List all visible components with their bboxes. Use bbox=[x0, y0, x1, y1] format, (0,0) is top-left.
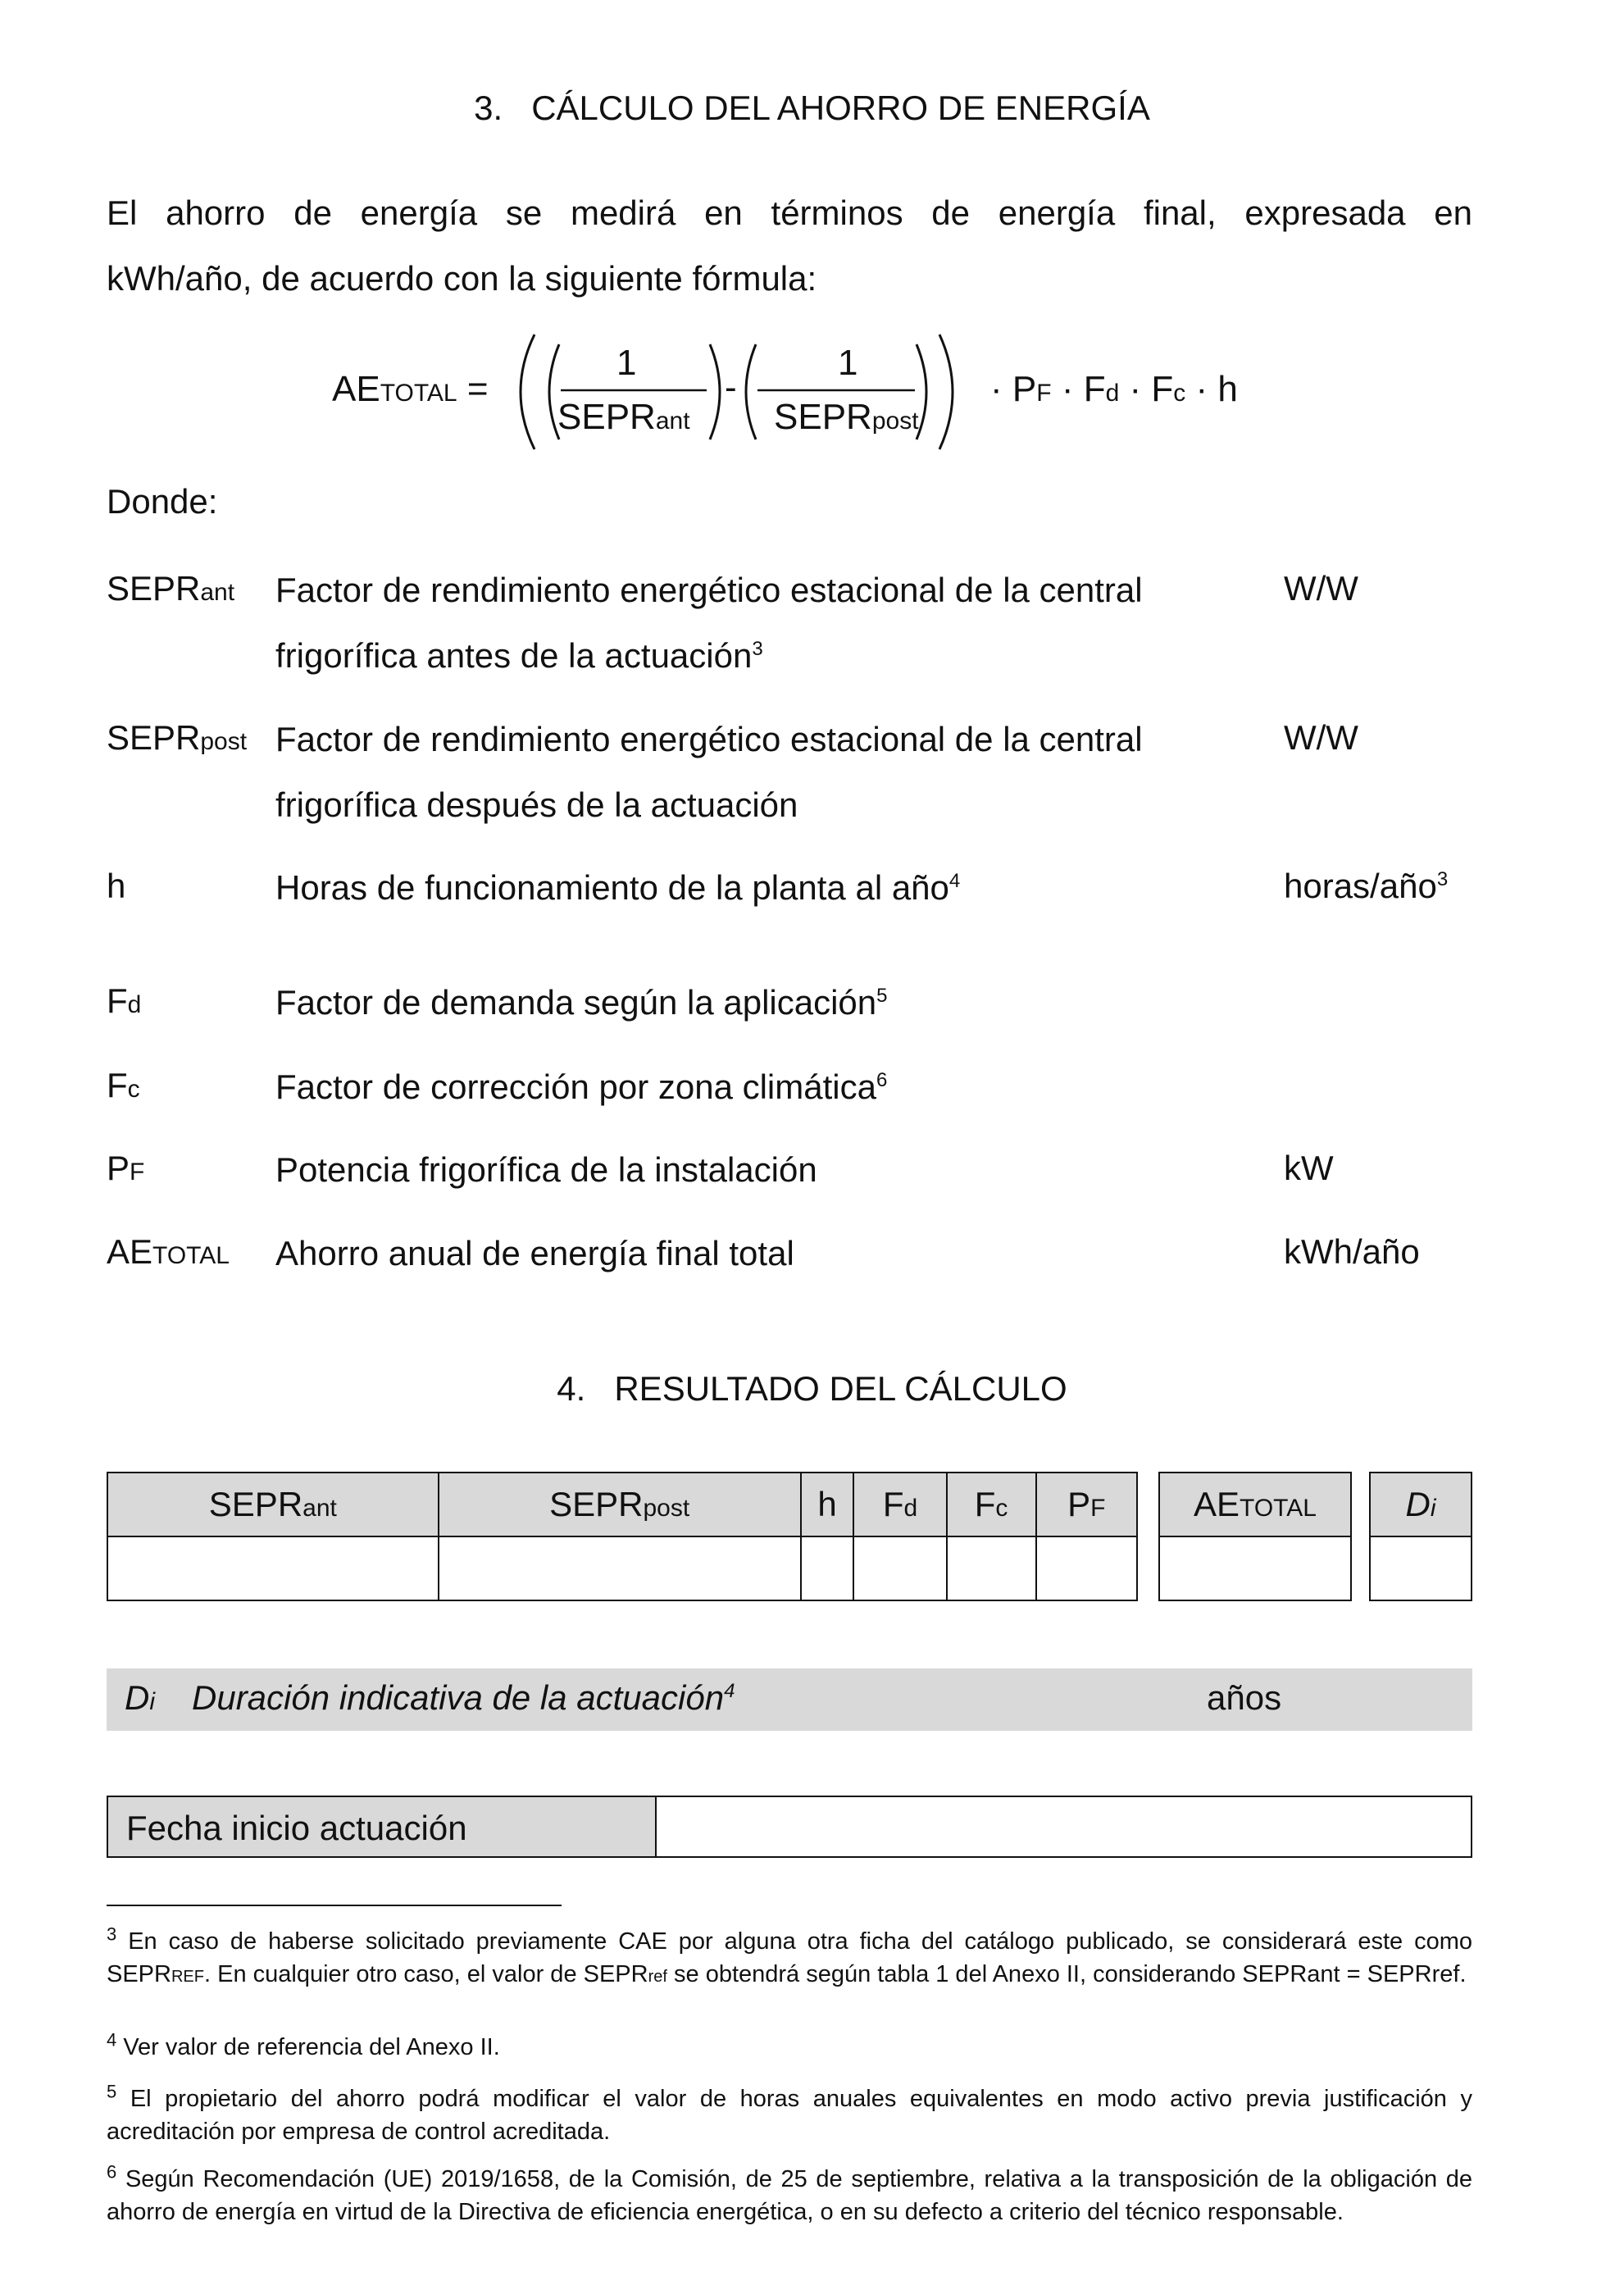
duration-label: Duración indicativa de la actuación$^4$ bbox=[192, 1678, 735, 1717]
fecha-value-cell[interactable] bbox=[657, 1797, 1471, 1856]
result-header-cell: Fd bbox=[853, 1473, 946, 1536]
definition-symbol: Fd bbox=[107, 981, 142, 1020]
footnote-separator bbox=[107, 1905, 562, 1906]
footnote-3: $^3$ En caso de haberse solicitado previamente CAE por alguna otra ficha del catálogo publicado, se considerará este como SEPRREF. En cualquier otro caso, el valor de SEPRref se obtendrá según tabla 1 del Anexo II, considerando SEPRant = SEPRref. bbox=[107, 1923, 1472, 1987]
section-heading: CÁLCULO DEL AHORRO DE ENERGÍA bbox=[531, 89, 1150, 127]
definition-symbol: SEPRpost bbox=[107, 718, 248, 757]
footnote-4: $^4$ Ver valor de referencia del Anexo II. bbox=[107, 2029, 500, 2060]
definition-description: Factor de demanda según la aplicación$^5$ bbox=[275, 983, 888, 1022]
result-header-cell: PF bbox=[1036, 1473, 1137, 1536]
ae-total-header: AETOTAL bbox=[1159, 1473, 1351, 1536]
footnote-6: $^6$ Según Recomendación (UE) 2019/1658, de la Comisión, de 25 de septiembre, relativa a la transposición de la obligación de ahorro de energía en virtud de la Directiva de eficiencia energética, o en su defecto a criterio del técnico responsable. bbox=[107, 2161, 1473, 2225]
result-table bbox=[107, 1472, 1138, 1601]
duration-unit: años bbox=[1207, 1678, 1282, 1717]
result-value-cell[interactable] bbox=[801, 1536, 854, 1600]
di-value-cell[interactable] bbox=[1370, 1536, 1472, 1600]
definition-unit: kWh/año bbox=[1284, 1232, 1420, 1271]
formula-denominator-1: SEPRant bbox=[557, 397, 690, 437]
definition-unit: horas/año$^3$ bbox=[1284, 867, 1449, 905]
definition-symbol: h bbox=[107, 867, 126, 905]
result-table-values bbox=[107, 1536, 1137, 1600]
fecha-inicio-row bbox=[107, 1796, 1472, 1858]
duration-bar bbox=[107, 1668, 1472, 1731]
result-header-cell: h bbox=[801, 1473, 854, 1536]
footnote-5: $^5$ El propietario del ahorro podrá modificar el valor de horas anuales equivalentes en modo activo previa justificación y acreditación por empresa de control acreditada. bbox=[107, 2081, 1472, 2145]
result-header-cell: Fc bbox=[947, 1473, 1036, 1536]
definition-symbol: SEPRant bbox=[107, 569, 235, 608]
section-4-title bbox=[0, 1369, 1624, 1409]
definition-symbol: Fc bbox=[107, 1066, 140, 1104]
duration-symbol: Di bbox=[125, 1678, 156, 1717]
result-header-cell: SEPRant bbox=[107, 1473, 439, 1536]
formula-factors: · PF · Fd · Fc · h bbox=[990, 369, 1238, 409]
definition-description: Potencia frigorífica de la instalación bbox=[275, 1150, 817, 1189]
formula-lhs: AETOTAL = bbox=[332, 369, 489, 409]
intro-paragraph bbox=[107, 180, 1472, 312]
intro-line-2: kWh/año, de acuerdo con la siguiente fórmula: bbox=[107, 259, 817, 298]
ae-total-value-cell[interactable] bbox=[1159, 1536, 1351, 1600]
result-value-cell[interactable] bbox=[439, 1536, 801, 1600]
section-3-title bbox=[0, 89, 1624, 128]
definition-unit: W/W bbox=[1284, 718, 1358, 757]
definition-description: Factor de rendimiento energético estacional de la central frigorífica después de la actuación bbox=[275, 720, 1143, 824]
definition-description: Factor de corrección por zona climática$^6$ bbox=[275, 1067, 888, 1106]
definition-description: Horas de funcionamiento de la planta al año$^4$ bbox=[275, 868, 961, 907]
fecha-label-cell bbox=[108, 1797, 657, 1856]
definition-unit: kW bbox=[1284, 1149, 1334, 1187]
section-number: 4. bbox=[557, 1369, 586, 1408]
result-value-cell[interactable] bbox=[1036, 1536, 1137, 1600]
donde-label: Donde: bbox=[107, 482, 218, 521]
definition-unit: W/W bbox=[1284, 569, 1358, 608]
section-number: 3. bbox=[474, 89, 503, 127]
ae-total-table bbox=[1158, 1472, 1352, 1601]
result-value-cell[interactable] bbox=[107, 1536, 439, 1600]
formula-minus: - bbox=[725, 367, 737, 407]
definition-symbol: PF bbox=[107, 1149, 145, 1187]
intro-line-1: El ahorro de energía se medirá en términos de energía final, expresada en bbox=[107, 193, 1472, 232]
fecha-label: Fecha inicio actuación bbox=[126, 1809, 467, 1847]
result-value-cell[interactable] bbox=[853, 1536, 946, 1600]
result-value-cell[interactable] bbox=[947, 1536, 1036, 1600]
formula-numerator-1: 1 bbox=[616, 343, 637, 383]
di-table bbox=[1369, 1472, 1472, 1601]
definition-description: Ahorro anual de energía final total bbox=[275, 1234, 794, 1272]
section-heading: RESULTADO DEL CÁLCULO bbox=[614, 1369, 1067, 1408]
formula-denominator-2: SEPRpost bbox=[774, 397, 919, 437]
result-header-cell: SEPRpost bbox=[439, 1473, 801, 1536]
di-header: Di bbox=[1370, 1473, 1472, 1536]
definition-description: Factor de rendimiento energético estacional de la central frigorífica antes de la actuación$^3$ bbox=[275, 571, 1143, 675]
energy-formula bbox=[328, 328, 1312, 459]
formula-numerator-2: 1 bbox=[838, 343, 858, 383]
definition-symbol: AETOTAL bbox=[107, 1232, 230, 1271]
result-table-header bbox=[107, 1473, 1137, 1536]
